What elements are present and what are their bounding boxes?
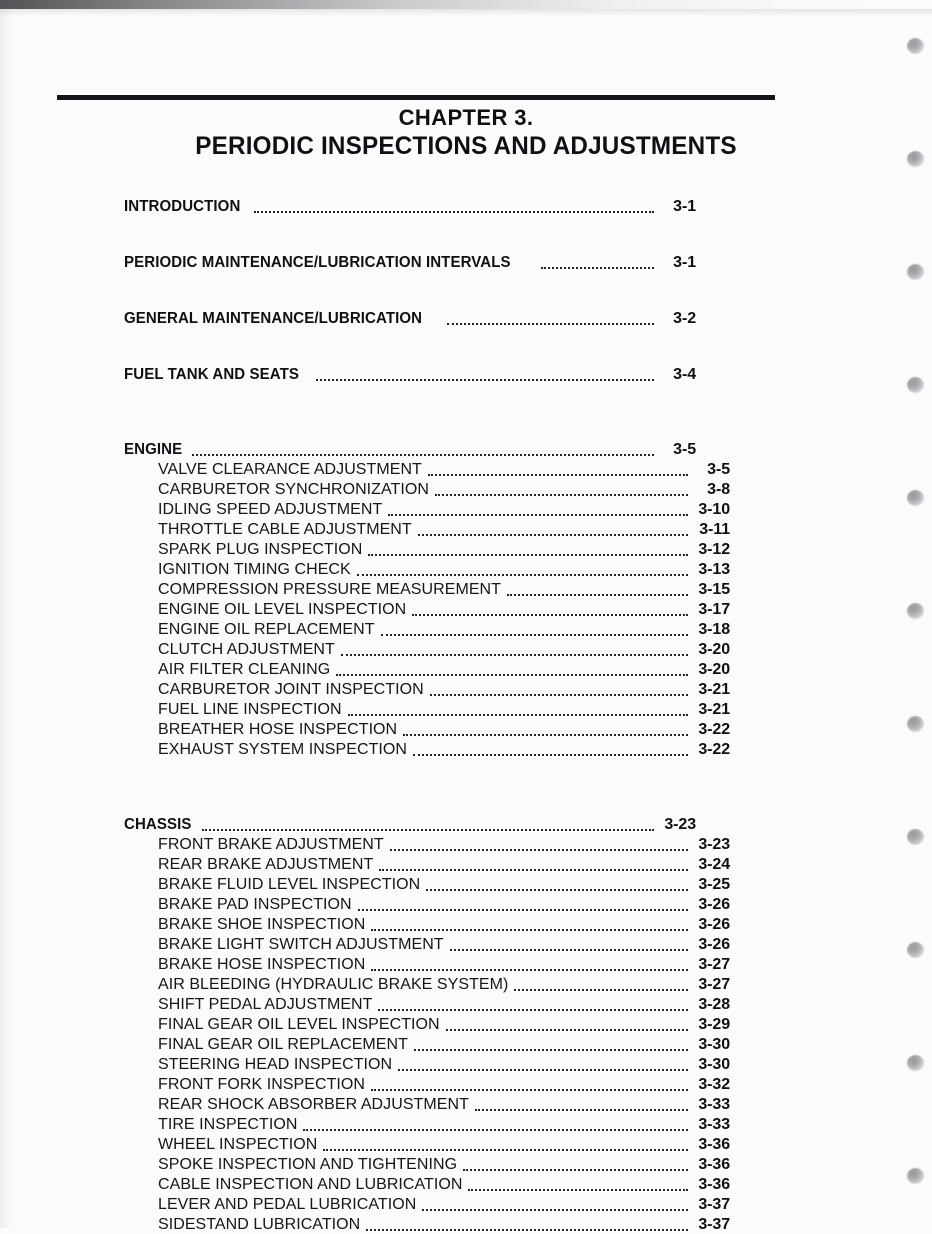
toc-entry-label: EXHAUST SYSTEM INSPECTION (158, 741, 407, 758)
toc-entry-row[interactable] (124, 559, 730, 579)
toc-entry-row[interactable] (124, 539, 730, 559)
toc-page-number: 3-11 (699, 521, 730, 538)
toc-entry-label: REAR BRAKE ADJUSTMENT (158, 856, 374, 873)
toc-entry-row[interactable] (124, 499, 730, 519)
toc-dot-leader (403, 725, 688, 739)
scan-shadow-top-edge (0, 0, 932, 9)
toc-entry-row[interactable] (124, 659, 730, 679)
toc-dot-leader (541, 258, 654, 272)
toc-entry-row[interactable] (124, 1034, 730, 1054)
toc-page-number: 3-17 (698, 601, 730, 618)
toc-entry-row[interactable] (124, 1154, 730, 1174)
toc-page-number: 3-28 (698, 996, 730, 1013)
toc-entry-row[interactable] (124, 679, 730, 699)
toc-page-number: 3-21 (698, 681, 730, 698)
toc-page-number: 3-22 (698, 741, 730, 758)
toc-entry-row[interactable] (124, 1074, 730, 1094)
toc-dot-leader (468, 1180, 688, 1194)
toc-entry-row[interactable] (124, 914, 730, 934)
toc-page-number: 3-26 (698, 936, 730, 953)
toc-page-number: 3-33 (698, 1116, 730, 1133)
toc-page-number: 3-15 (698, 581, 730, 598)
binder-hole-mark (907, 490, 924, 506)
toc-entry-label: THROTTLE CABLE ADJUSTMENT (158, 521, 412, 538)
toc-dot-leader (418, 525, 688, 539)
chapter-divider-rule (57, 95, 775, 100)
toc-page-number: 3-8 (707, 481, 730, 498)
toc-dot-leader (463, 1160, 688, 1174)
toc-entry-label: REAR SHOCK ABSORBER ADJUSTMENT (158, 1096, 469, 1113)
toc-entry-label: BREATHER HOSE INSPECTION (158, 721, 398, 738)
toc-dot-leader (475, 1100, 688, 1114)
toc-dot-leader (379, 860, 688, 874)
toc-section-label: FUEL TANK AND SEATS (124, 366, 300, 383)
toc-dot-leader (336, 665, 688, 679)
toc-entry-row[interactable] (124, 579, 730, 599)
toc-dot-leader (390, 840, 688, 854)
toc-page-number: 3-1 (673, 198, 696, 215)
toc-entry-label: FINAL GEAR OIL LEVEL INSPECTION (158, 1016, 440, 1033)
toc-page-number: 3-18 (698, 621, 730, 638)
table-of-contents (124, 186, 730, 1234)
toc-group (124, 298, 696, 328)
chapter-title: PERIODIC INSPECTIONS AND ADJUSTMENTS (195, 132, 737, 160)
toc-page-number: 3-29 (698, 1016, 730, 1033)
toc-dot-leader (378, 1000, 688, 1014)
toc-dot-leader (348, 705, 688, 719)
toc-dot-leader (414, 1040, 688, 1054)
toc-page-number: 3-23 (664, 816, 696, 833)
toc-entry-label: FRONT FORK INSPECTION (158, 1076, 365, 1093)
toc-section-label: INTRODUCTION (124, 198, 241, 215)
toc-dot-leader (450, 940, 688, 954)
toc-entry-row[interactable] (124, 619, 730, 639)
toc-page-number: 3-36 (698, 1156, 730, 1173)
toc-group (124, 804, 730, 1234)
chapter-number-label: CHAPTER 3. (398, 105, 534, 130)
toc-page-number: 3-21 (698, 701, 730, 718)
toc-group (124, 354, 696, 384)
toc-entry-row[interactable] (124, 854, 730, 874)
toc-entry-row[interactable] (124, 599, 730, 619)
toc-entry-label: COMPRESSION PRESSURE MEASUREMENT (158, 581, 501, 598)
toc-page-number: 3-25 (698, 876, 730, 893)
toc-entry-row[interactable] (124, 874, 730, 894)
toc-page-number: 3-12 (698, 541, 730, 558)
toc-page-number: 3-20 (698, 661, 730, 678)
toc-entry-label: WHEEL INSPECTION (158, 1136, 318, 1153)
toc-page-number: 3-13 (698, 561, 730, 578)
toc-entry-label: BRAKE PAD INSPECTION (158, 896, 352, 913)
chapter-heading (0, 104, 932, 161)
toc-section-label: ENGINE (124, 441, 183, 458)
toc-entry-label: IDLING SPEED ADJUSTMENT (158, 501, 383, 518)
binder-hole-mark (907, 264, 924, 280)
toc-entry-row[interactable] (124, 834, 730, 854)
toc-dot-leader (446, 1020, 688, 1034)
toc-section-row[interactable] (124, 804, 696, 834)
toc-entry-row[interactable] (124, 719, 730, 739)
toc-dot-leader (447, 314, 654, 328)
toc-entry-label: BRAKE SHOE INSPECTION (158, 916, 366, 933)
toc-entry-label: SPOKE INSPECTION AND TIGHTENING (158, 1156, 458, 1173)
toc-dot-leader (303, 1120, 688, 1134)
toc-dot-leader (422, 1200, 688, 1214)
toc-entry-label: AIR BLEEDING (HYDRAULIC BRAKE SYSTEM) (158, 976, 509, 993)
toc-page-number: 3-22 (698, 721, 730, 738)
toc-dot-leader (341, 645, 688, 659)
toc-entry-label: IGNITION TIMING CHECK (158, 561, 351, 578)
toc-entry-row[interactable] (124, 1134, 730, 1154)
toc-entry-label: BRAKE LIGHT SWITCH ADJUSTMENT (158, 936, 444, 953)
toc-dot-leader (316, 370, 654, 384)
toc-page-number: 3-5 (707, 461, 730, 478)
toc-section-row[interactable] (124, 298, 696, 328)
binder-hole-mark (907, 716, 924, 732)
toc-dot-leader (357, 565, 688, 579)
toc-dot-leader (426, 880, 688, 894)
toc-entry-row[interactable] (124, 994, 730, 1014)
toc-entry-row[interactable] (124, 954, 730, 974)
toc-entry-row[interactable] (124, 1114, 730, 1134)
toc-section-row[interactable] (124, 242, 696, 272)
binder-hole-mark (907, 377, 924, 393)
toc-section-label: CHASSIS (124, 816, 192, 833)
toc-dot-leader (371, 960, 688, 974)
toc-section-label: PERIODIC MAINTENANCE/LUBRICATION INTERVALS (124, 254, 511, 271)
toc-page-number: 3-36 (698, 1136, 730, 1153)
toc-section-row[interactable] (124, 354, 696, 384)
toc-entry-label: VALVE CLEARANCE ADJUSTMENT (158, 461, 422, 478)
toc-page-number: 3-27 (698, 976, 730, 993)
toc-dot-leader (368, 545, 688, 559)
scan-shadow-left-edge (0, 0, 14, 1228)
toc-entry-label: FINAL GEAR OIL REPLACEMENT (158, 1036, 408, 1053)
toc-page-number: 3-2 (673, 310, 696, 327)
toc-page-number: 3-37 (698, 1196, 730, 1213)
toc-entry-row[interactable] (124, 1054, 730, 1074)
binder-hole-mark (907, 829, 924, 845)
toc-dot-leader (413, 745, 688, 759)
toc-dot-leader (323, 1140, 688, 1154)
toc-page-number: 3-30 (698, 1056, 730, 1073)
toc-dot-leader (412, 605, 688, 619)
toc-entry-label: FRONT BRAKE ADJUSTMENT (158, 836, 384, 853)
toc-page-number: 3-5 (673, 441, 696, 458)
toc-page-number: 3-24 (698, 856, 730, 873)
toc-entry-label: BRAKE FLUID LEVEL INSPECTION (158, 876, 421, 893)
toc-page-number: 3-26 (698, 916, 730, 933)
toc-entry-row[interactable] (124, 894, 730, 914)
toc-dot-leader (435, 485, 688, 499)
toc-entry-label: CARBURETOR SYNCHRONIZATION (158, 481, 429, 498)
toc-entry-label: AIR FILTER CLEANING (158, 661, 331, 678)
toc-page-number: 3-26 (698, 896, 730, 913)
toc-entry-row[interactable] (124, 934, 730, 954)
toc-page-number: 3-37 (698, 1216, 730, 1233)
toc-page-number: 3-27 (698, 956, 730, 973)
toc-entry-label: CARBURETOR JOINT INSPECTION (158, 681, 424, 698)
toc-section-row[interactable] (124, 429, 696, 459)
toc-dot-leader (428, 465, 688, 479)
binder-hole-mark (907, 942, 924, 958)
toc-entry-row[interactable] (124, 459, 730, 479)
toc-dot-leader (366, 1220, 688, 1234)
toc-page-number: 3-32 (698, 1076, 730, 1093)
toc-dot-leader (430, 685, 688, 699)
toc-entry-label: FUEL LINE INSPECTION (158, 701, 342, 718)
toc-entry-label: TIRE INSPECTION (158, 1116, 298, 1133)
toc-section-label: GENERAL MAINTENANCE/LUBRICATION (124, 310, 423, 327)
toc-entry-row[interactable] (124, 739, 730, 759)
toc-entry-label: SIDESTAND LUBRICATION (158, 1216, 361, 1233)
toc-entry-label: CABLE INSPECTION AND LUBRICATION (158, 1176, 463, 1193)
toc-dot-leader (192, 445, 654, 459)
toc-dot-leader (398, 1060, 688, 1074)
toc-entry-label: BRAKE HOSE INSPECTION (158, 956, 366, 973)
toc-dot-leader (254, 202, 654, 216)
toc-entry-row[interactable] (124, 1094, 730, 1114)
toc-entry-label: ENGINE OIL LEVEL INSPECTION (158, 601, 407, 618)
toc-entry-label: LEVER AND PEDAL LUBRICATION (158, 1196, 417, 1213)
toc-entry-label: CLUTCH ADJUSTMENT (158, 641, 335, 658)
toc-page-number: 3-4 (673, 366, 696, 383)
toc-entry-row[interactable] (124, 1014, 730, 1034)
toc-group (124, 242, 696, 272)
toc-group (124, 186, 696, 216)
toc-dot-leader (514, 980, 688, 994)
toc-entry-row[interactable] (124, 974, 730, 994)
toc-entry-label: STEERING HEAD INSPECTION (158, 1056, 393, 1073)
toc-entry-label: ENGINE OIL REPLACEMENT (158, 621, 375, 638)
binder-hole-mark (907, 1055, 924, 1071)
toc-dot-leader (388, 505, 688, 519)
toc-page-number: 3-1 (673, 254, 696, 271)
toc-entry-row[interactable] (124, 519, 730, 539)
toc-page-number: 3-30 (698, 1036, 730, 1053)
toc-dot-leader (507, 585, 688, 599)
toc-page-number: 3-10 (698, 501, 730, 518)
toc-entry-row[interactable] (124, 639, 730, 659)
toc-page-number: 3-20 (698, 641, 730, 658)
toc-group (124, 429, 730, 759)
toc-dot-leader (381, 625, 688, 639)
toc-dot-leader (358, 900, 688, 914)
toc-entry-label: SHIFT PEDAL ADJUSTMENT (158, 996, 373, 1013)
toc-page-number: 3-36 (698, 1176, 730, 1193)
toc-entry-row[interactable] (124, 479, 730, 499)
toc-dot-leader (371, 1080, 688, 1094)
toc-dot-leader (371, 920, 688, 934)
binder-hole-mark (907, 38, 924, 54)
toc-entry-row[interactable] (124, 1214, 730, 1234)
toc-section-row[interactable] (124, 186, 696, 216)
toc-page-number: 3-33 (698, 1096, 730, 1113)
toc-entry-row[interactable] (124, 699, 730, 719)
toc-page-number: 3-23 (698, 836, 730, 853)
binder-hole-mark (907, 1168, 924, 1184)
toc-entry-row[interactable] (124, 1174, 730, 1194)
toc-entry-label: SPARK PLUG INSPECTION (158, 541, 363, 558)
toc-entry-row[interactable] (124, 1194, 730, 1214)
binder-hole-mark (907, 603, 924, 619)
toc-dot-leader (202, 820, 654, 834)
